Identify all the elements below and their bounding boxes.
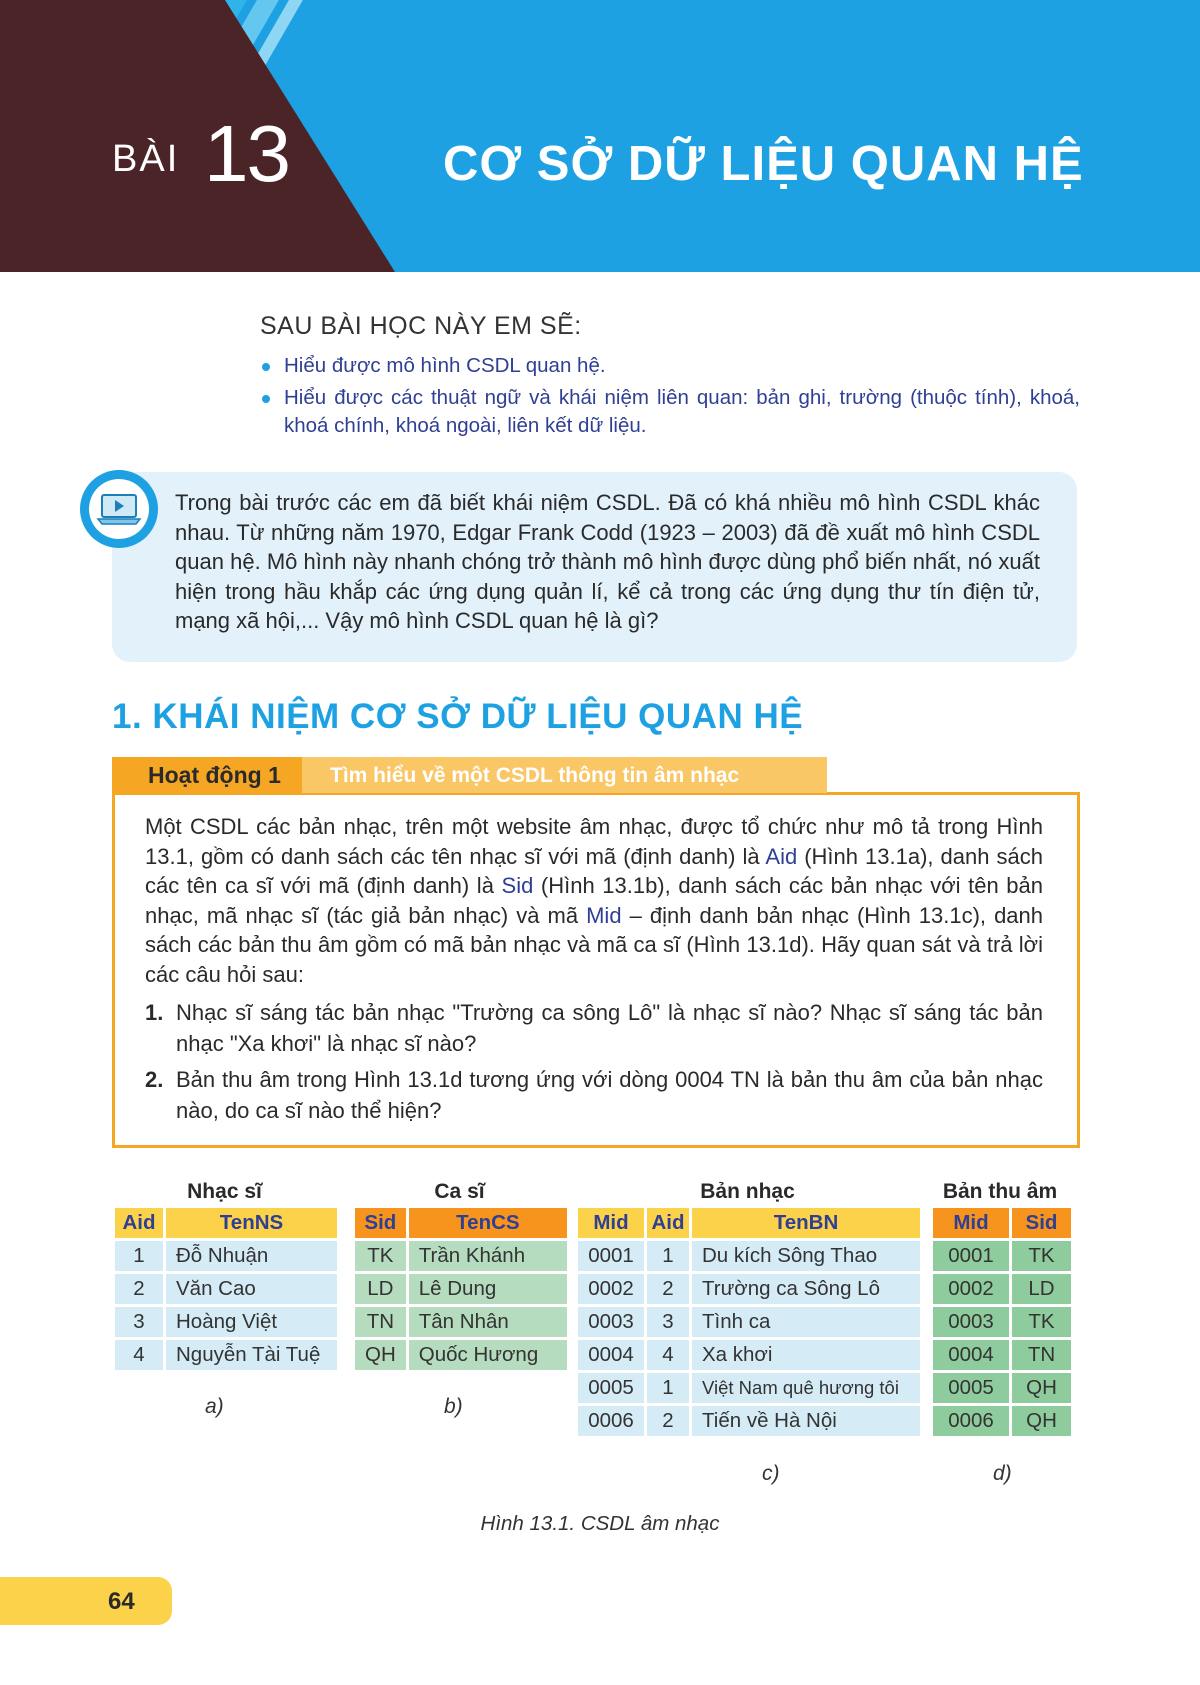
cell: QH: [1012, 1373, 1071, 1403]
lesson-word: BÀI: [112, 138, 180, 180]
figure-label-a: a): [205, 1395, 224, 1418]
cell: 1: [115, 1241, 163, 1271]
column-header: Aid: [115, 1208, 163, 1238]
table-title-casi: Ca sĩ: [434, 1180, 485, 1203]
cell: QH: [355, 1340, 406, 1370]
question-text: Bản thu âm trong Hình 13.1d tương ứng với dòng 0004 TN là bản thu âm của bản nhạc nào, do ca sĩ nào thể hiện?: [176, 1067, 1043, 1123]
column-header: TenNS: [166, 1208, 337, 1238]
table-banthuam: [930, 1205, 1074, 1439]
cell: Du kích Sông Thao: [692, 1241, 920, 1271]
activity-text: – định danh bản nhạc (Hình 13.1c), danh sách các bản thu âm gồm có mã bản nhạc và mã ca sĩ (Hình 13.1d). Hãy quan sát và trả lời các câu hỏi sau:: [145, 902, 1044, 987]
question-2: [145, 1064, 1043, 1126]
cell: 0003: [578, 1307, 644, 1337]
term-mid: Mid: [586, 902, 622, 928]
cell: 2: [647, 1406, 689, 1436]
question-number: 2.: [145, 1067, 164, 1092]
cell: Nguyễn Tài Tuệ: [166, 1340, 337, 1370]
cell: Quốc Hương: [409, 1340, 567, 1370]
cell: LD: [355, 1274, 406, 1304]
table-row: [578, 1274, 920, 1304]
table-row: [933, 1241, 1071, 1271]
table-row: [355, 1307, 567, 1337]
activity-paragraph: [145, 812, 1043, 989]
cell: 1: [647, 1373, 689, 1403]
cell: 0003: [933, 1307, 1009, 1337]
cell: 2: [647, 1274, 689, 1304]
cell: 2: [115, 1274, 163, 1304]
lesson-banner: [0, 0, 1200, 272]
table-row: [115, 1241, 337, 1271]
activity-text: (Hình 13.1b), danh sách các bản nhạc với tên bản nhạc, mã nhạc sĩ (tác giả bản nhạc) và mã: [145, 873, 1043, 928]
page-number-tab: [0, 1577, 172, 1625]
figure-label-d: d): [993, 1462, 1012, 1485]
activity-subtitle: Tìm hiểu về một CSDL thông tin âm nhạc: [330, 764, 740, 787]
cell: QH: [1012, 1406, 1071, 1436]
activity-text: Một CSDL các bản nhạc, trên một website âm nhạc, được tổ chức như mô tả trong Hình 13.1, gồm có danh sách các tên nhạc sĩ với mã (định danh) là: [145, 814, 1043, 869]
objectives-heading: SAU BÀI HỌC NÀY EM SẼ:: [260, 312, 582, 340]
table-row: [578, 1307, 920, 1337]
intro-text: Trong bài trước các em đã biết khái niệm CSDL. Đã có khá nhiều mô hình CSDL khác nhau. Từ những năm 1970, Edgar Frank Codd (1923 – 2003) đã đề xuất mô hình CSDL quan hệ. Mô hình này nhanh chóng trở thành mô hình được dùng phổ biến nhất, nó xuất hiện trong hầu khắp các ứng dụng quản lí, kể cả trong các ứng dụng thư tín điện tử, mạng xã hội,... Vậy mô hình CSDL quan hệ là gì?: [175, 490, 1040, 633]
cell: Trần Khánh: [409, 1241, 567, 1271]
question-1: [145, 997, 1043, 1059]
table-row: [933, 1340, 1071, 1370]
table-title-nhacsi: Nhạc sĩ: [187, 1180, 262, 1203]
table-row: [578, 1373, 920, 1403]
page-number: 64: [108, 1588, 135, 1615]
term-aid: Aid: [765, 843, 798, 869]
table-row: [933, 1373, 1071, 1403]
cell: Hoàng Việt: [166, 1307, 337, 1337]
cell: 3: [647, 1307, 689, 1337]
cell: Tiến về Hà Nội: [692, 1406, 920, 1436]
cell: TK: [1012, 1241, 1071, 1271]
table-title-banthuam: Bản thu âm: [942, 1180, 1058, 1203]
cell: TN: [355, 1307, 406, 1337]
cell: 0004: [578, 1340, 644, 1370]
table-nhacsi: [112, 1205, 340, 1373]
column-header: Sid: [1012, 1208, 1071, 1238]
activity-text: (Hình 13.1a), danh sách các tên ca sĩ với mã (định danh) là: [145, 843, 1044, 898]
column-header: TenCS: [409, 1208, 567, 1238]
cell: TN: [1012, 1340, 1071, 1370]
term-sid: Sid: [501, 873, 534, 898]
table-row: [578, 1241, 920, 1271]
cell: 0002: [933, 1274, 1009, 1304]
cell: Xa khơi: [692, 1340, 920, 1370]
table-bannhac: [575, 1205, 923, 1439]
table-row: [355, 1241, 567, 1271]
cell: Trường ca Sông Lô: [692, 1274, 920, 1304]
table-row: [115, 1307, 337, 1337]
laptop-video-icon: [80, 470, 158, 548]
table-row: [115, 1340, 337, 1370]
question-number: 1.: [145, 1000, 164, 1025]
cell: TK: [1012, 1307, 1071, 1337]
objective-item: Hiểu được các thuật ngữ và khái niệm liên quan: bản ghi, trường (thuộc tính), khoá, khoá chính, khoá ngoài, liên kết dữ liệu.: [260, 384, 1080, 440]
cell: 0001: [933, 1241, 1009, 1271]
figure-caption: Hình 13.1. CSDL âm nhạc: [480, 1512, 720, 1535]
activity-label: Hoạt động 1: [148, 762, 281, 788]
lesson-title: CƠ SỞ DỮ LIỆU QUAN HỆ: [443, 137, 1084, 191]
cell: 0002: [578, 1274, 644, 1304]
cell: Việt Nam quê hương tôi: [692, 1373, 920, 1403]
cell: LD: [1012, 1274, 1071, 1304]
cell: 4: [647, 1340, 689, 1370]
column-header: TenBN: [692, 1208, 920, 1238]
question-text: Nhạc sĩ sáng tác bản nhạc "Trường ca sông Lô" là nhạc sĩ nào? Nhạc sĩ sáng tác bản nhạc "Xa khơi" là nhạc sĩ nào?: [176, 1000, 1043, 1056]
table-casi: [352, 1205, 570, 1373]
cell: 0006: [578, 1406, 644, 1436]
column-header: Sid: [355, 1208, 406, 1238]
cell: 4: [115, 1340, 163, 1370]
table-row: [933, 1406, 1071, 1436]
objective-item: Hiểu được mô hình CSDL quan hệ.: [260, 352, 1080, 380]
table-row: [578, 1406, 920, 1436]
column-header: Mid: [933, 1208, 1009, 1238]
cell: 0005: [578, 1373, 644, 1403]
figure-label-b: b): [444, 1395, 463, 1418]
cell: 0004: [933, 1340, 1009, 1370]
table-row: [933, 1274, 1071, 1304]
table-title-bannhac: Bản nhạc: [700, 1180, 795, 1203]
table-row: [355, 1340, 567, 1370]
cell: 3: [115, 1307, 163, 1337]
column-header: Aid: [647, 1208, 689, 1238]
cell: Tình ca: [692, 1307, 920, 1337]
table-row: [355, 1274, 567, 1304]
cell: 0005: [933, 1373, 1009, 1403]
table-row: [933, 1307, 1071, 1337]
cell: Đỗ Nhuận: [166, 1241, 337, 1271]
objectives-list: [260, 352, 1080, 444]
section-title: 1. KHÁI NIỆM CƠ SỞ DỮ LIỆU QUAN HỆ: [112, 697, 804, 736]
table-row: [115, 1274, 337, 1304]
cell: 0001: [578, 1241, 644, 1271]
figure-label-c: c): [762, 1462, 780, 1485]
lesson-number: 13: [204, 109, 289, 198]
cell: 0006: [933, 1406, 1009, 1436]
cell: Lê Dung: [409, 1274, 567, 1304]
cell: 1: [647, 1241, 689, 1271]
column-header: Mid: [578, 1208, 644, 1238]
table-row: [578, 1340, 920, 1370]
cell: TK: [355, 1241, 406, 1271]
cell: Văn Cao: [166, 1274, 337, 1304]
cell: Tân Nhân: [409, 1307, 567, 1337]
